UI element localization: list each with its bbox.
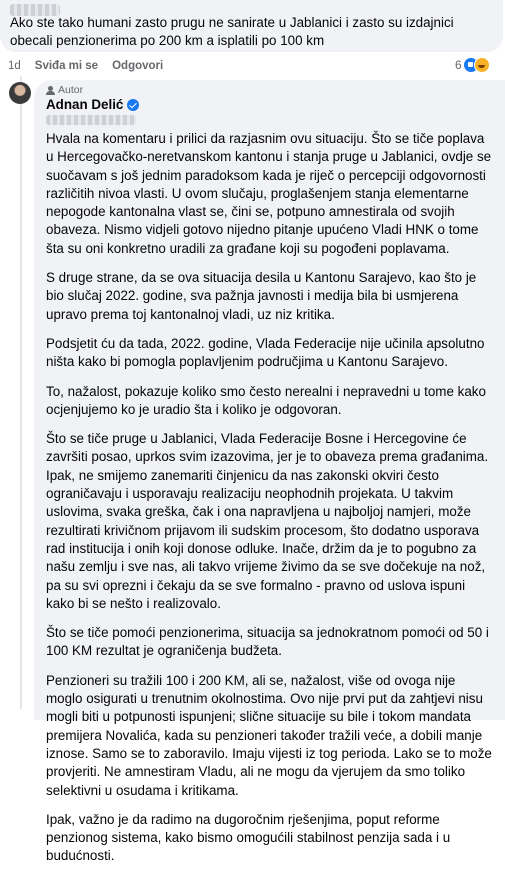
reactions-summary[interactable]	[452, 56, 490, 74]
reply-paragraph: Ipak, važno je da radimo na dugoročnim rješenjima, poput reforme penzionog sistema, kako bismo omogućili stabilnost penzija sada i u budućnosti.	[46, 811, 451, 864]
reply-bubble	[34, 80, 505, 864]
comment-actions	[8, 58, 163, 74]
like-button[interactable]: Sviđa mi se	[34, 60, 99, 72]
haha-icon	[474, 57, 490, 73]
blurred-subtitle	[46, 115, 136, 125]
author-badge	[46, 84, 83, 96]
reply-button[interactable]: Odgovori	[112, 60, 164, 72]
comment-time[interactable]: 1d	[8, 60, 21, 72]
reply-paragraph: Hvala na komentaru i prilici da razjasnim ovu situaciju. Što se tiče poplava u Hercegovačko-neretvanskom kantonu i stanja pruge u Jablanici, ovdje se suočavam s još jednim paradoksom kada je riječ o percepciji odgovornosti različitih nivoa vlasti. U ovom slučaju, proglašenjem stanja elementarne nepogode kantonalna vlast se, čini se, potpuno amnestirala od svojih obaveza. Nismo vidjeli gotovo nijedno pitanje upućeno Vladi HNK o tome šta su oni konkretno uradili za građane koji su pogođeni poplavama.	[46, 131, 492, 256]
author-name[interactable]	[46, 97, 139, 112]
reply-paragraph: Što se tiče pomoći penzionerima, situacija sa jednokratnom pomoći od 50 i 100 KM rezultat je ograničenja budžeta.	[46, 625, 489, 659]
author-name-text: Adnan Delić	[46, 97, 124, 112]
reaction-count: 6	[455, 58, 462, 72]
verified-icon	[127, 99, 139, 111]
reply-text	[46, 130, 492, 877]
author-badge-label: Autor	[58, 84, 84, 96]
reply-paragraph: Penzioneri su tražili 100 i 200 KM, ali se, nažalost, više od ovoga nije moglo osigurati u trenutnim okolnostima. Ovo nije prvi put da zahtjevi nisu mogli biti u potpunosti ispunjeni; slične situacije su bile i tokom mandata premijera Novalića, kada su penzioneri također tražili veće, a dobili manje iznose. Samo se to zaboravilo. Imaju vijesti iz tog perioda. Lako se to može provjeriti. Ne amnestiram Vladu, ali ne mogu da vjerujem da smo toliko selektivni u osudama i kritikama.	[46, 672, 492, 798]
reply-paragraph: Što se tiče pruge u Jablanici, Vlada Federacije Bosne i Hercegovine će završiti posao, uprkos svim izazovima, jer je to obaveza prema građanima. Ipak, ne smijemo zanemariti činjenicu da nas zakonski okviri često ograničavaju i usporavaju realizaciju neophodnih projekata. U takvim uslovima, svaka greška, čak i ona napravljena u najboljoj namjeri, može rezultirati krivičnom prijavom ili sudskim procesom, što dodatno usporava rad institucija i onih koji donose odluke. Inače, držim da je to pogubno za našu zemlju i sve nas, ali takvo vrijeme živimo da se sve dočekuje na nož, pa su svi oprezni i čekaju da se sve formalno - pravno od uslova ispuni kako bi se nešto i realizovalo.	[46, 431, 489, 611]
comment-bubble	[0, 0, 503, 52]
comment-text: Ako ste tako humani zasto prugu ne sanirate u Jablanici i zasto su izdajnici obecali penzionerima po 200 km a isplatili po 100 km	[10, 15, 454, 48]
thread-line	[20, 76, 22, 709]
person-icon	[46, 86, 55, 95]
reply-paragraph: S druge strane, da se ova situacija desila u Kantonu Sarajevo, kao što je bio slučaj 2022. godine, sva pažnja javnosti i medija bila bi usmjerena upravo prema toj kantonalnoj vladi, uz niz kritika.	[46, 270, 477, 322]
avatar[interactable]	[9, 82, 31, 104]
reply-paragraph: To, nažalost, pokazuje koliko smo često nerealni i nepravedni u tome kako ocjenjujemo ko je uradio šta i koliko je odgovoran.	[46, 383, 486, 417]
reply-paragraph: Podsjetit ću da tada, 2022. godine, Vlada Federacije nije učinila apsolutno ništa kako bi pomogla poplavljenim područjima u Kantonu Sarajevo.	[46, 335, 485, 370]
